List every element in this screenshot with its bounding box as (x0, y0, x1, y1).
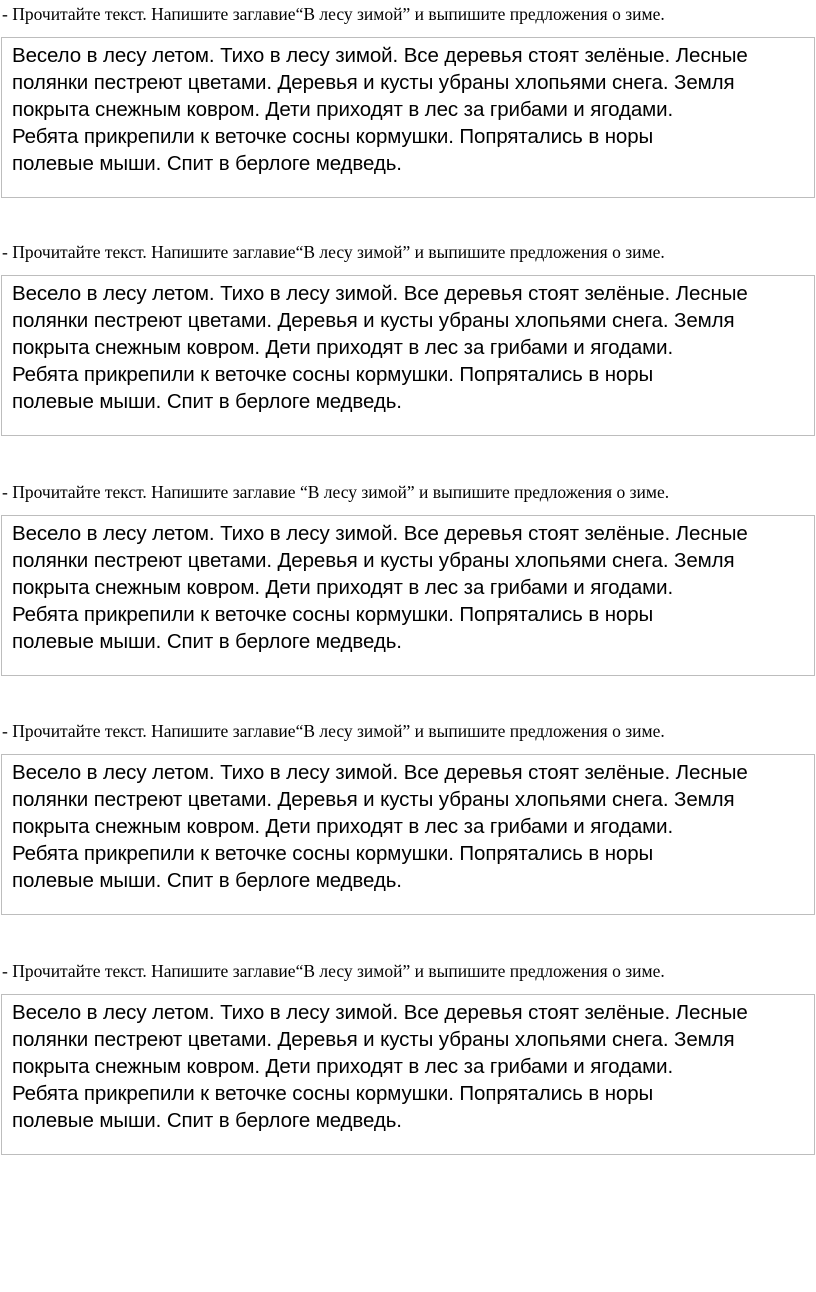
text-line: Ребята прикрепили к веточке сосны кормушки. Попрятались в норы (12, 363, 654, 386)
exercise-card (0, 481, 816, 653)
text-line: Весело в лесу летом. Тихо в лесу зимой. Все деревья стоят зелёные. Лесные (12, 761, 748, 784)
text-line: полевые мыши. Спит в берлоге медведь. (12, 869, 402, 892)
exercise-text (12, 520, 804, 655)
text-line: полевые мыши. Спит в берлоге медведь. (12, 630, 402, 653)
exercise-text (12, 759, 804, 894)
exercise-card (0, 720, 816, 892)
exercise-text-box (1, 275, 815, 436)
text-line: Весело в лесу летом. Тихо в лесу зимой. Все деревья стоят зелёные. Лесные (12, 522, 748, 545)
text-line: полянки пестреют цветами. Деревья и кусты убраны хлопьями снега. Земля (12, 71, 735, 94)
text-line: покрыта снежным ковром. Дети приходят в лес за грибами и ягодами. (12, 336, 674, 359)
text-line: покрыта снежным ковром. Дети приходят в лес за грибами и ягодами. (12, 815, 674, 838)
exercise-instruction: - Прочитайте текст. Напишите заглавие “В лесу зимой” и выпишите предложения о зиме. (2, 482, 670, 502)
exercise-card (0, 241, 816, 413)
text-line: Ребята прикрепили к веточке сосны кормушки. Попрятались в норы (12, 1082, 654, 1105)
text-line: полевые мыши. Спит в берлоге медведь. (12, 390, 402, 413)
exercise-card (0, 3, 816, 175)
text-line: полевые мыши. Спит в берлоге медведь. (12, 1109, 402, 1132)
exercise-card (0, 960, 816, 1132)
text-line: Ребята прикрепили к веточке сосны кормушки. Попрятались в норы (12, 842, 654, 865)
exercise-text-box (1, 37, 815, 198)
text-line: Ребята прикрепили к веточке сосны кормушки. Попрятались в норы (12, 125, 654, 148)
text-line: полянки пестреют цветами. Деревья и кусты убраны хлопьями снега. Земля (12, 788, 735, 811)
exercise-text-box (1, 994, 815, 1155)
exercise-instruction: - Прочитайте текст. Напишите заглавие“В лесу зимой” и выпишите предложения о зиме. (2, 242, 665, 262)
text-line: Весело в лесу летом. Тихо в лесу зимой. Все деревья стоят зелёные. Лесные (12, 1001, 748, 1024)
text-line: Весело в лесу летом. Тихо в лесу зимой. Все деревья стоят зелёные. Лесные (12, 282, 748, 305)
text-line: Весело в лесу летом. Тихо в лесу зимой. Все деревья стоят зелёные. Лесные (12, 44, 748, 67)
text-line: полевые мыши. Спит в берлоге медведь. (12, 152, 402, 175)
text-line: полянки пестреют цветами. Деревья и кусты убраны хлопьями снега. Земля (12, 309, 735, 332)
exercise-instruction: - Прочитайте текст. Напишите заглавие“В лесу зимой” и выпишите предложения о зиме. (2, 961, 665, 981)
text-line: покрыта снежным ковром. Дети приходят в лес за грибами и ягодами. (12, 98, 674, 121)
exercise-text (12, 999, 804, 1134)
exercise-instruction: - Прочитайте текст. Напишите заглавие“В лесу зимой” и выпишите предложения о зиме. (2, 4, 665, 24)
text-line: Ребята прикрепили к веточке сосны кормушки. Попрятались в норы (12, 603, 654, 626)
exercise-text (12, 42, 804, 177)
text-line: покрыта снежным ковром. Дети приходят в лес за грибами и ягодами. (12, 1055, 674, 1078)
exercise-text-box (1, 515, 815, 676)
text-line: полянки пестреют цветами. Деревья и кусты убраны хлопьями снега. Земля (12, 1028, 735, 1051)
exercise-text-box (1, 754, 815, 915)
text-line: покрыта снежным ковром. Дети приходят в лес за грибами и ягодами. (12, 576, 674, 599)
exercise-instruction: - Прочитайте текст. Напишите заглавие“В лесу зимой” и выпишите предложения о зиме. (2, 721, 665, 741)
text-line: полянки пестреют цветами. Деревья и кусты убраны хлопьями снега. Земля (12, 549, 735, 572)
exercise-text (12, 280, 804, 415)
